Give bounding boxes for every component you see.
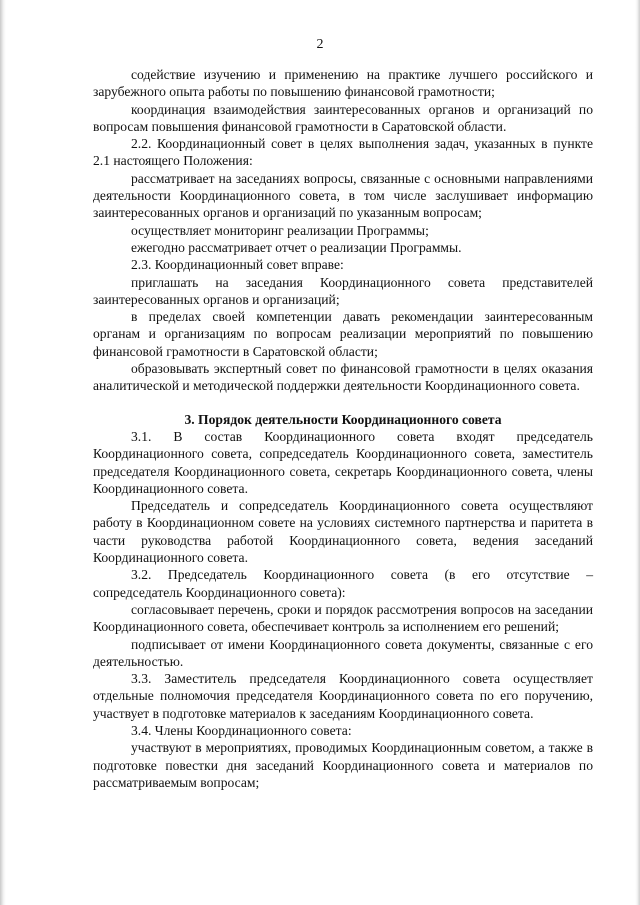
paragraph: 3.1. В состав Координационного совета входят председатель Координационного совета, сопредседатель Координационного совета, заместитель председателя Координационного совета, секретарь Координационного совета, члены Координационного совета.	[93, 428, 593, 496]
paragraph: ежегодно рассматривает отчет о реализации Программы.	[131, 239, 462, 255]
scan-edge-left	[0, 0, 6, 905]
paragraph: приглашать на заседания Координационного совета представителей заинтересованных органов и организаций;	[93, 274, 593, 307]
paragraph: 3.3. Заместитель председателя Координационного совета осуществляет отдельные полномочия председателя Координационного совета по его поручению, участвует в подготовке материалов к заседаниям Координационного совета.	[93, 671, 593, 721]
paragraph: Председатель и сопредседатель Координационного совета осуществляют работу в Координационном совете на условиях системного партнерства и паритета в части руководства работой Координационного совета, ведения заседаний Координационного совета.	[93, 498, 593, 566]
section-heading: 3. Порядок деятельности Координационного совета	[184, 411, 502, 427]
page-number: 2	[316, 37, 324, 52]
paragraph: 3.4. Члены Координационного совета:	[131, 722, 352, 738]
paragraph: подписывает от имени Координационного совета документы, связанные с его деятельностью.	[93, 636, 593, 669]
paragraph: образовывать экспертный совет по финансовой грамотности в целях оказания аналитической и методической поддержки деятельности Координационного совета.	[93, 361, 593, 394]
paragraph: участвуют в мероприятиях, проводимых Координационным советом, а также в подготовке повестки дня заседаний Координационного совета и материалов по рассматриваемым вопросам;	[93, 740, 593, 790]
paragraph: в пределах своей компетенции давать рекомендации заинтересованным органам и организациям по вопросам реализации мероприятий по повышению финансовой грамотности в Саратовской области;	[93, 309, 593, 359]
paragraph: согласовывает перечень, сроки и порядок рассмотрения вопросов на заседании Координационного совета, обеспечивает контроль за исполнением его решений;	[93, 601, 593, 635]
paragraph: 3.2. Председатель Координационного совета (в его отсутствие – сопредседатель Координационного совета):	[93, 567, 593, 600]
paragraph: рассматривает на заседаниях вопросы, связанные с основными направлениями деятельности Координационного совета, в том числе заслушивает информацию заинтересованных органов и организаций по указанным вопросам;	[93, 170, 593, 221]
paragraph: 2.2. Координационный совет в целях выполнения задач, указанных в пункте 2.1 настоящего Положения:	[93, 136, 593, 169]
paragraph: координация взаимодействия заинтересованных органов и организаций по вопросам повышения финансовой грамотности в Саратовской области.	[93, 101, 593, 134]
paragraph: содействие изучению и применению на практике лучшего российского и зарубежного опыта работы по повышению финансовой грамотности;	[93, 67, 593, 100]
paragraph: осуществляет мониторинг реализации Программы;	[131, 222, 429, 238]
document-body	[93, 66, 593, 791]
paragraph: 2.3. Координационный совет вправе:	[131, 257, 344, 273]
scan-edge-right	[635, 0, 640, 905]
